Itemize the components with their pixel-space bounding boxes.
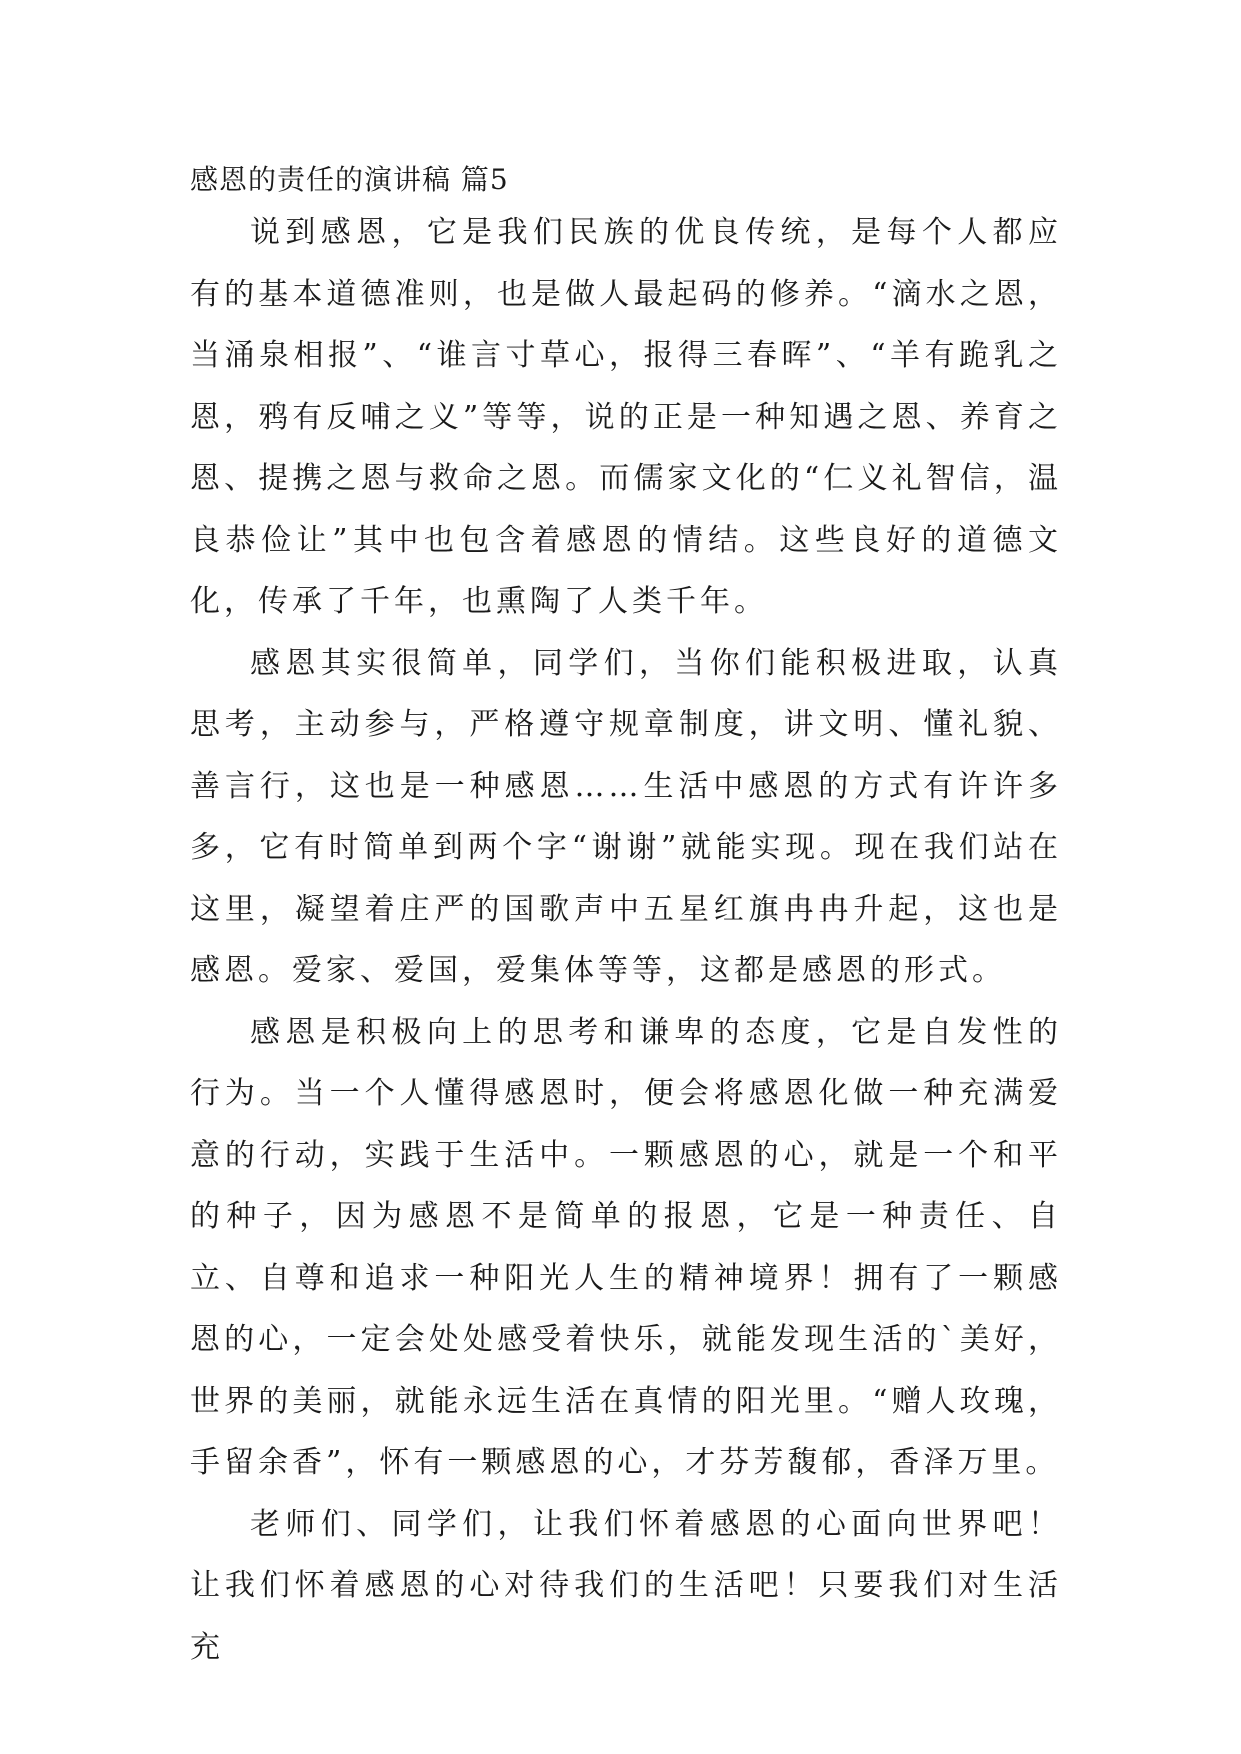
paragraph-4: 老师们、同学们，让我们怀着感恩的心面向世界吧！让我们怀着感恩的心对待我们的生活吧！只要我们对生活充 (190, 1506, 1062, 1665)
document-title: 感恩的责任的演讲稿 篇5 (190, 163, 509, 196)
document-page (190, 160, 1062, 1678)
paragraph-2: 感恩其实很简单，同学们，当你们能积极进取，认真思考，主动参与，严格遵守规章制度，讲文明、懂礼貌、善言行，这也是一种感恩……生活中感恩的方式有许许多多，它有时简单到两个字“谢谢”就能实现。现在我们站在这里，凝望着庄严的国歌声中五星红旗冉冉升起，这也是感恩。爱家、爱国，爱集体等等，这都是感恩的形式。 (190, 645, 1062, 988)
paragraph-3: 感恩是积极向上的思考和谦卑的态度，它是自发性的行为。当一个人懂得感恩时，便会将感恩化做一种充满爱意的行动，实践于生活中。一颗感恩的心，就是一个和平的种子，因为感恩不是简单的报恩，它是一种责任、自立、自尊和追求一种阳光人生的精神境界！拥有了一颗感恩的心，一定会处处感受着快乐，就能发现生活的`美好，世界的美丽，就能永远生活在真情的阳光里。“赠人玫瑰，手留余香”，怀有一颗感恩的心，才芬芳馥郁，香泽万里。 (190, 1014, 1062, 1480)
paragraph-1: 说到感恩，它是我们民族的优良传统，是每个人都应有的基本道德准则，也是做人最起码的修养。“滴水之恩，当涌泉相报”、“谁言寸草心，报得三春晖”、“羊有跪乳之恩，鸦有反哺之义”等等，说的正是一种知遇之恩、养育之恩、提携之恩与救命之恩。而儒家文化的“仁义礼智信，温良恭俭让”其中也包含着感恩的情结。这些良好的道德文化，传承了千年，也熏陶了人类千年。 (190, 215, 1062, 619)
